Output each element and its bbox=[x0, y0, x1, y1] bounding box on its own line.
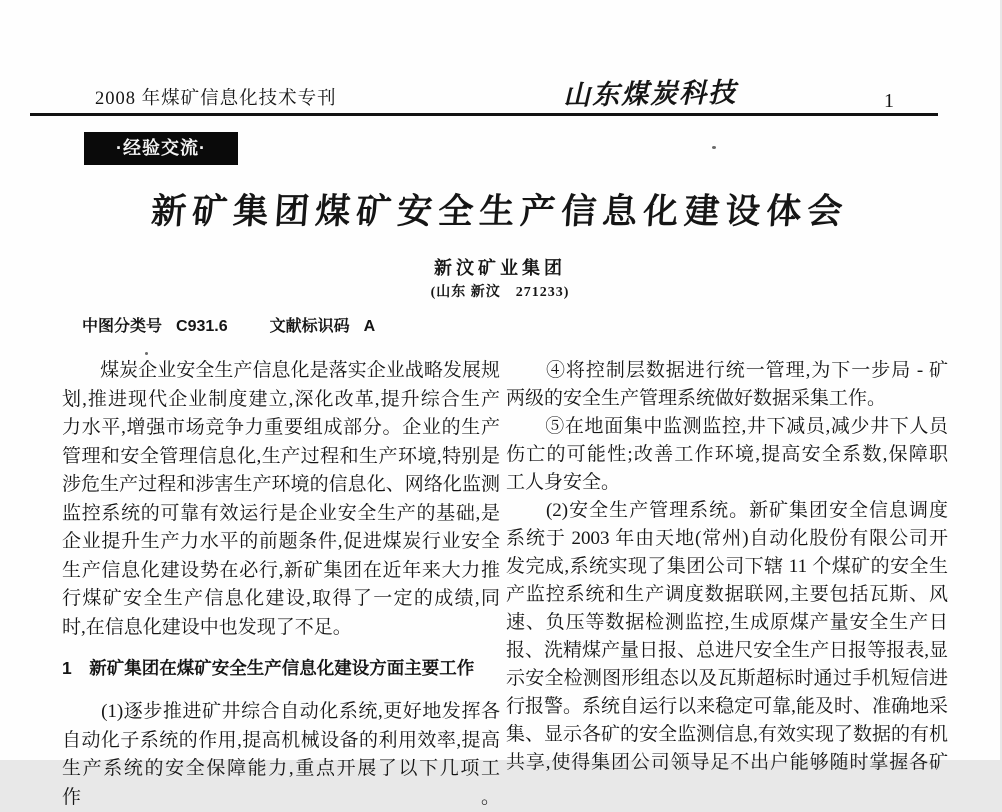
text-line: 企业提升生产力水平的前题条件,促进煤炭行业安全 bbox=[62, 531, 500, 552]
page-number: 1 bbox=[884, 90, 894, 112]
text-line: 行报警。系统自运行以来稳定可靠,能及时、准确地采 bbox=[506, 696, 948, 717]
doc-code-value: A bbox=[363, 318, 376, 335]
section-heading: 1 新矿集团在煤矿安全生产信息化建设方面主要工作 bbox=[62, 658, 475, 678]
scan-speck bbox=[145, 352, 148, 355]
text-line: 生产信息化建设势在必行,新矿集团在近年来大力推 bbox=[62, 559, 500, 581]
text-line: 系统于 2003 年由天地(常州)自动化股份有限公司开 bbox=[506, 528, 948, 549]
journal-logo: 山东煤炭科技 bbox=[562, 77, 738, 112]
text-line: 煤炭企业安全生产信息化是落实企业战略发展规 bbox=[62, 360, 500, 381]
text-line: 工人身安全。 bbox=[506, 472, 621, 493]
affiliation-line: (山东 新汶 271233) bbox=[430, 285, 570, 300]
scan-speck bbox=[712, 146, 716, 149]
text-line: 共享,使得集团公司领导足不出户能够随时掌握各矿 bbox=[506, 752, 948, 773]
text-line: 力水平,增强市场竞争力重要组成部分。企业的生产 bbox=[62, 417, 500, 438]
clc-value: C931.6 bbox=[176, 318, 228, 335]
header-rule bbox=[30, 113, 938, 116]
text-line: 行煤矿安全生产信息化建设,取得了一定的成绩,同 bbox=[62, 588, 500, 609]
text-line: 自动化子系统的作用,提高机械设备的利用效率,提高 bbox=[62, 729, 500, 751]
text-line: 产监控系统和生产调度数据联网,主要包括瓦斯、风 bbox=[506, 584, 948, 605]
text-line: 发完成,系统实现了集团公司下辖 11 个煤矿的安全生 bbox=[506, 556, 948, 577]
issue-label: 2008 年煤矿信息化技术专刊 bbox=[95, 89, 337, 109]
text-line: 伤亡的可能性;改善工作环境,提高安全系数,保障职 bbox=[506, 444, 948, 465]
text-line: 划,推进现代企业制度建立,深化改革,提升综合生产 bbox=[62, 388, 500, 410]
article-title: 新矿集团煤矿安全生产信息化建设体会 bbox=[149, 191, 850, 232]
text-line: ⑤在地面集中监测监控,井下减员,减少井下人员 bbox=[506, 416, 948, 437]
text-line: 监控系统的可靠有效运行是企业安全生产的基础,是 bbox=[62, 502, 500, 524]
text-line: 报、洗精煤产量日报、总进尺安全生产日报等报表,显 bbox=[506, 640, 948, 661]
left-column bbox=[62, 357, 500, 808]
clc-label: 中图分类号 bbox=[82, 318, 163, 335]
text-line: 生产系统的安全保障能力,重点开展了以下几项工作。 bbox=[62, 758, 500, 808]
text-line: 两级的安全生产管理系统做好数据采集工作。 bbox=[506, 388, 887, 409]
text-line: 集、显示各矿的安全监测信息,有效实现了数据的有机 bbox=[506, 724, 948, 745]
text-line: ④将控制层数据进行统一管理,为下一步局 - 矿 bbox=[506, 360, 948, 381]
right-column bbox=[506, 357, 948, 777]
text-line: (2)安全生产管理系统。新矿集团安全信息调度 bbox=[506, 500, 948, 521]
text-line: 时,在信息化建设中也发现了不足。 bbox=[62, 616, 352, 638]
text-line: 速、负压等数据检测监控,生成原煤产量安全生产日 bbox=[506, 612, 948, 633]
text-line: 示安全检测图形组态以及瓦斯超标时通过手机短信进 bbox=[506, 668, 948, 689]
meta-line bbox=[82, 313, 375, 336]
section-tag-box: ·经验交流· bbox=[84, 132, 238, 165]
text-line: (1)逐步推进矿井综合自动化系统,更好地发挥各 bbox=[62, 701, 500, 722]
text-line: 涉危生产过程和涉害生产环境的信息化、网络化监测 bbox=[62, 474, 500, 495]
text-line: 管理和安全管理信息化,生产过程和生产环境,特别是 bbox=[62, 445, 500, 467]
author-line: 新汶矿业集团 bbox=[434, 258, 566, 278]
doc-code-label: 文献标识码 bbox=[269, 318, 350, 335]
